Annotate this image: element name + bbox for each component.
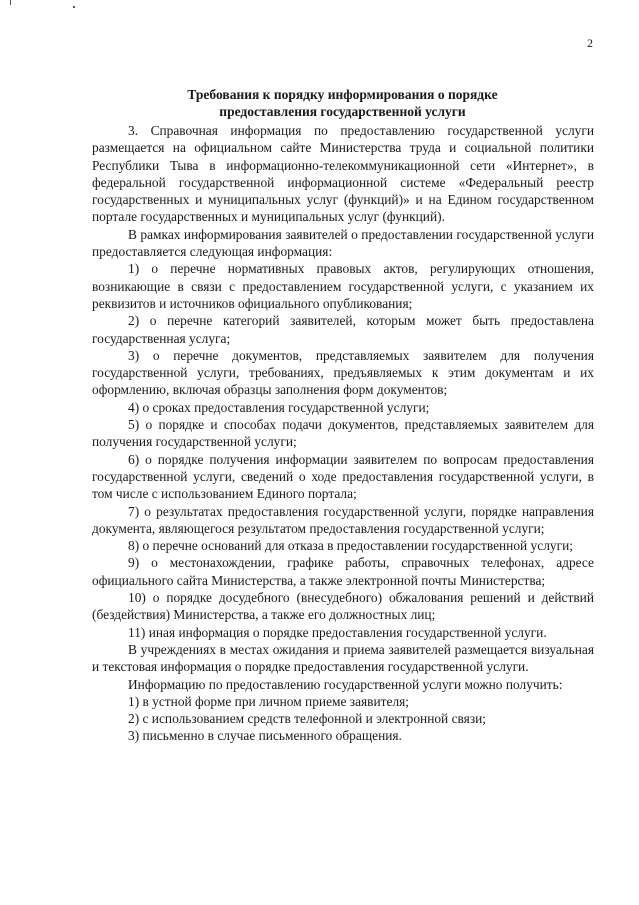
method-item-1: 1) в устной форме при личном приеме заявителя; bbox=[128, 693, 410, 709]
paragraph-section-3: 3. Справочная информация по предоставлению государственной услуги размещается на официальном сайте Министерства труда и социальной политики Республики Тыва в информационно-телекоммуникационной сети «Интернет», в федеральной государственной информационной системе «Федеральный реестр государственных и муниципальных услуг (функций)» и на Едином государственном портале государственных и муниципальных услуг (функций). bbox=[92, 123, 594, 225]
list-item-7: 7) о результатах предоставления государственной услуги, порядке направления документа, являющегося результатом предоставления государственной услуги; bbox=[92, 503, 594, 536]
list-item-10: 10) о порядке досудебного (внесудебного) обжалования решений и действий (бездействия) Министерства, а также его должностных лиц; bbox=[92, 590, 594, 623]
title-line-1: Требования к порядку информирования о порядке bbox=[187, 87, 498, 102]
list-item-6: 6) о порядке получения информации заявителем по вопросам предоставления государственной услуги, сведений о ходе предоставления государственной услуги, в том числе с использованием Единого портала; bbox=[92, 451, 594, 502]
title-line-2: предоставления государственной услуги bbox=[219, 104, 466, 119]
document-title bbox=[92, 86, 593, 120]
paragraph-info-intro: В рамках информирования заявителей о предоставлении государственной услуги предоставляется следующая информация: bbox=[92, 226, 594, 260]
list-item-5: 5) о порядке и способах подачи документов, представляемых заявителем для получения государственной услуги; bbox=[92, 417, 594, 450]
method-item-2: 2) с использованием средств телефонной и электронной связи; bbox=[128, 711, 486, 727]
list-item-1: 1) о перечне нормативных правовых актов, регулирующих отношения, возникающие в связи с предоставлением государственной услуги, с указанием их реквизитов и источников официального опубликования; bbox=[92, 261, 594, 311]
paragraph-obtain-info: Информацию по предоставлению государственной услуги можно получить: bbox=[128, 676, 563, 692]
list-item-8: 8) о перечне оснований для отказа в предоставлении государственной услуги; bbox=[128, 538, 573, 554]
method-item-3: 3) письменно в случае письменного обращения. bbox=[128, 728, 402, 744]
list-item-9: 9) о местонахождении, графике работы, справочных телефонах, адресе официального сайта Министерства, а также электронной почты Министерства; bbox=[92, 555, 594, 588]
scan-artifact-mark bbox=[10, 0, 11, 5]
scan-artifact-dot bbox=[73, 6, 75, 8]
list-item-3: 3) о перечне документов, представляемых заявителем для получения государственной услуги, требованиях, предъявляемых к этим документам и их оформлению, включая образцы заполнения форм документов; bbox=[92, 347, 594, 398]
list-item-2: 2) о перечне категорий заявителей, которым может быть предоставлена государственная услуга; bbox=[92, 313, 594, 346]
list-item-4: 4) о сроках предоставления государственной услуги; bbox=[128, 399, 430, 415]
list-item-11: 11) иная информация о порядке предоставления государственной услуги. bbox=[128, 624, 547, 640]
paragraph-institutions: В учреждениях в местах ожидания и приема заявителей размещается визуальная и текстовая информация о порядке предоставления государственной услуги. bbox=[92, 641, 594, 675]
page-number: 2 bbox=[587, 36, 593, 50]
document-body bbox=[92, 122, 594, 745]
